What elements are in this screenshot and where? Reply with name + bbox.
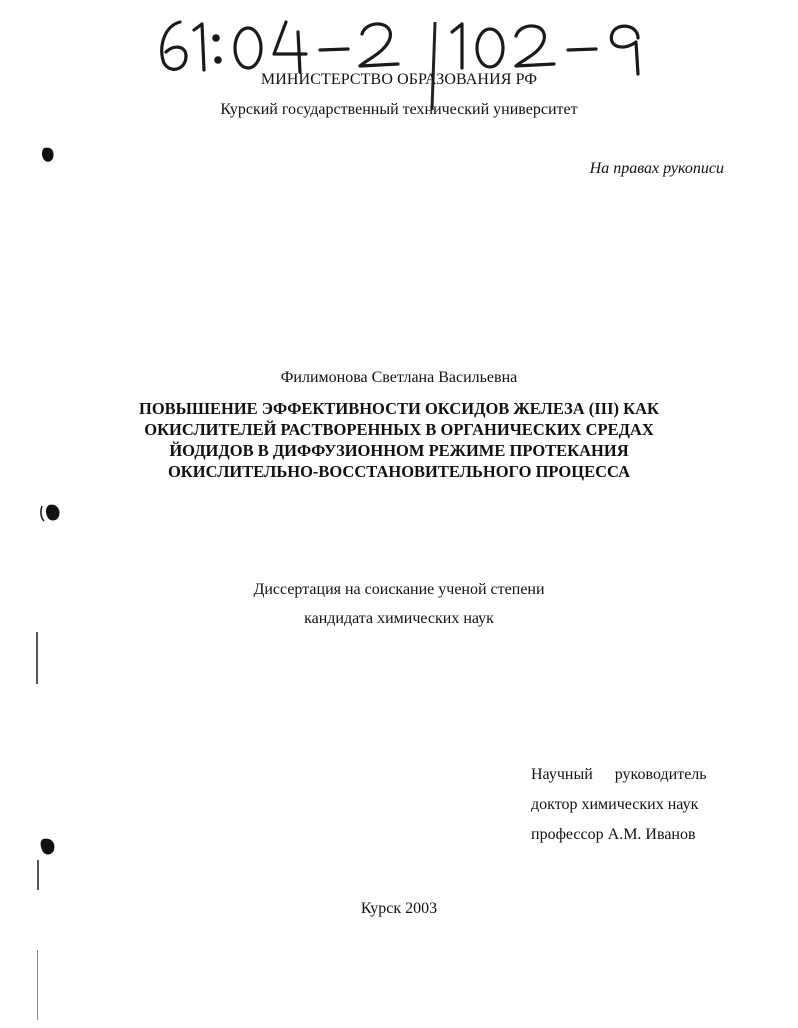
binder-hole-mark (40, 146, 56, 164)
degree-statement-line-1: Диссертация на соискание ученой степени (253, 581, 545, 598)
scan-edge-mark (37, 950, 38, 1020)
supervisor-block (531, 760, 707, 850)
degree-statement-line-2: кандидата химических наук (304, 610, 494, 627)
title-line: ОКИСЛИТЕЛЬНО-ВОССТАНОВИТЕЛЬНОГО ПРОЦЕССА (167, 462, 631, 481)
title-line: ЙОДИДОВ В ДИФФУЗИОННОМ РЕЖИМЕ ПРОТЕКАНИЯ (169, 441, 629, 460)
scan-edge-mark (37, 860, 39, 890)
city-year: Курск 2003 (360, 900, 438, 917)
dissertation-title (0, 398, 798, 482)
handwritten-catalog-code (150, 8, 670, 78)
author-name: Филимонова Светлана Васильевна (280, 369, 518, 386)
title-line: ПОВЫШЕНИЕ ЭФФЕКТИВНОСТИ ОКСИДОВ ЖЕЛЕЗА (III) КАК (138, 399, 659, 418)
supervisor-name: профессор А.М. Иванов (531, 826, 696, 843)
supervisor-degree: доктор химических наук (531, 796, 699, 813)
supervisor-role: Научный руководитель (531, 766, 707, 783)
university-name: Курский государственный технический университет (220, 101, 578, 118)
binder-hole-mark (37, 836, 57, 858)
manuscript-rights-note: На правах рукописи (589, 160, 724, 177)
title-line: ОКИСЛИТЕЛЕЙ РАСТВОРЕННЫХ В ОРГАНИЧЕСКИХ СРЕДАХ (144, 420, 654, 439)
binder-hole-mark (38, 502, 62, 524)
scan-edge-mark (36, 632, 38, 684)
ministry-heading: МИНИСТЕРСТВО ОБРАЗОВАНИЯ РФ (260, 71, 538, 88)
